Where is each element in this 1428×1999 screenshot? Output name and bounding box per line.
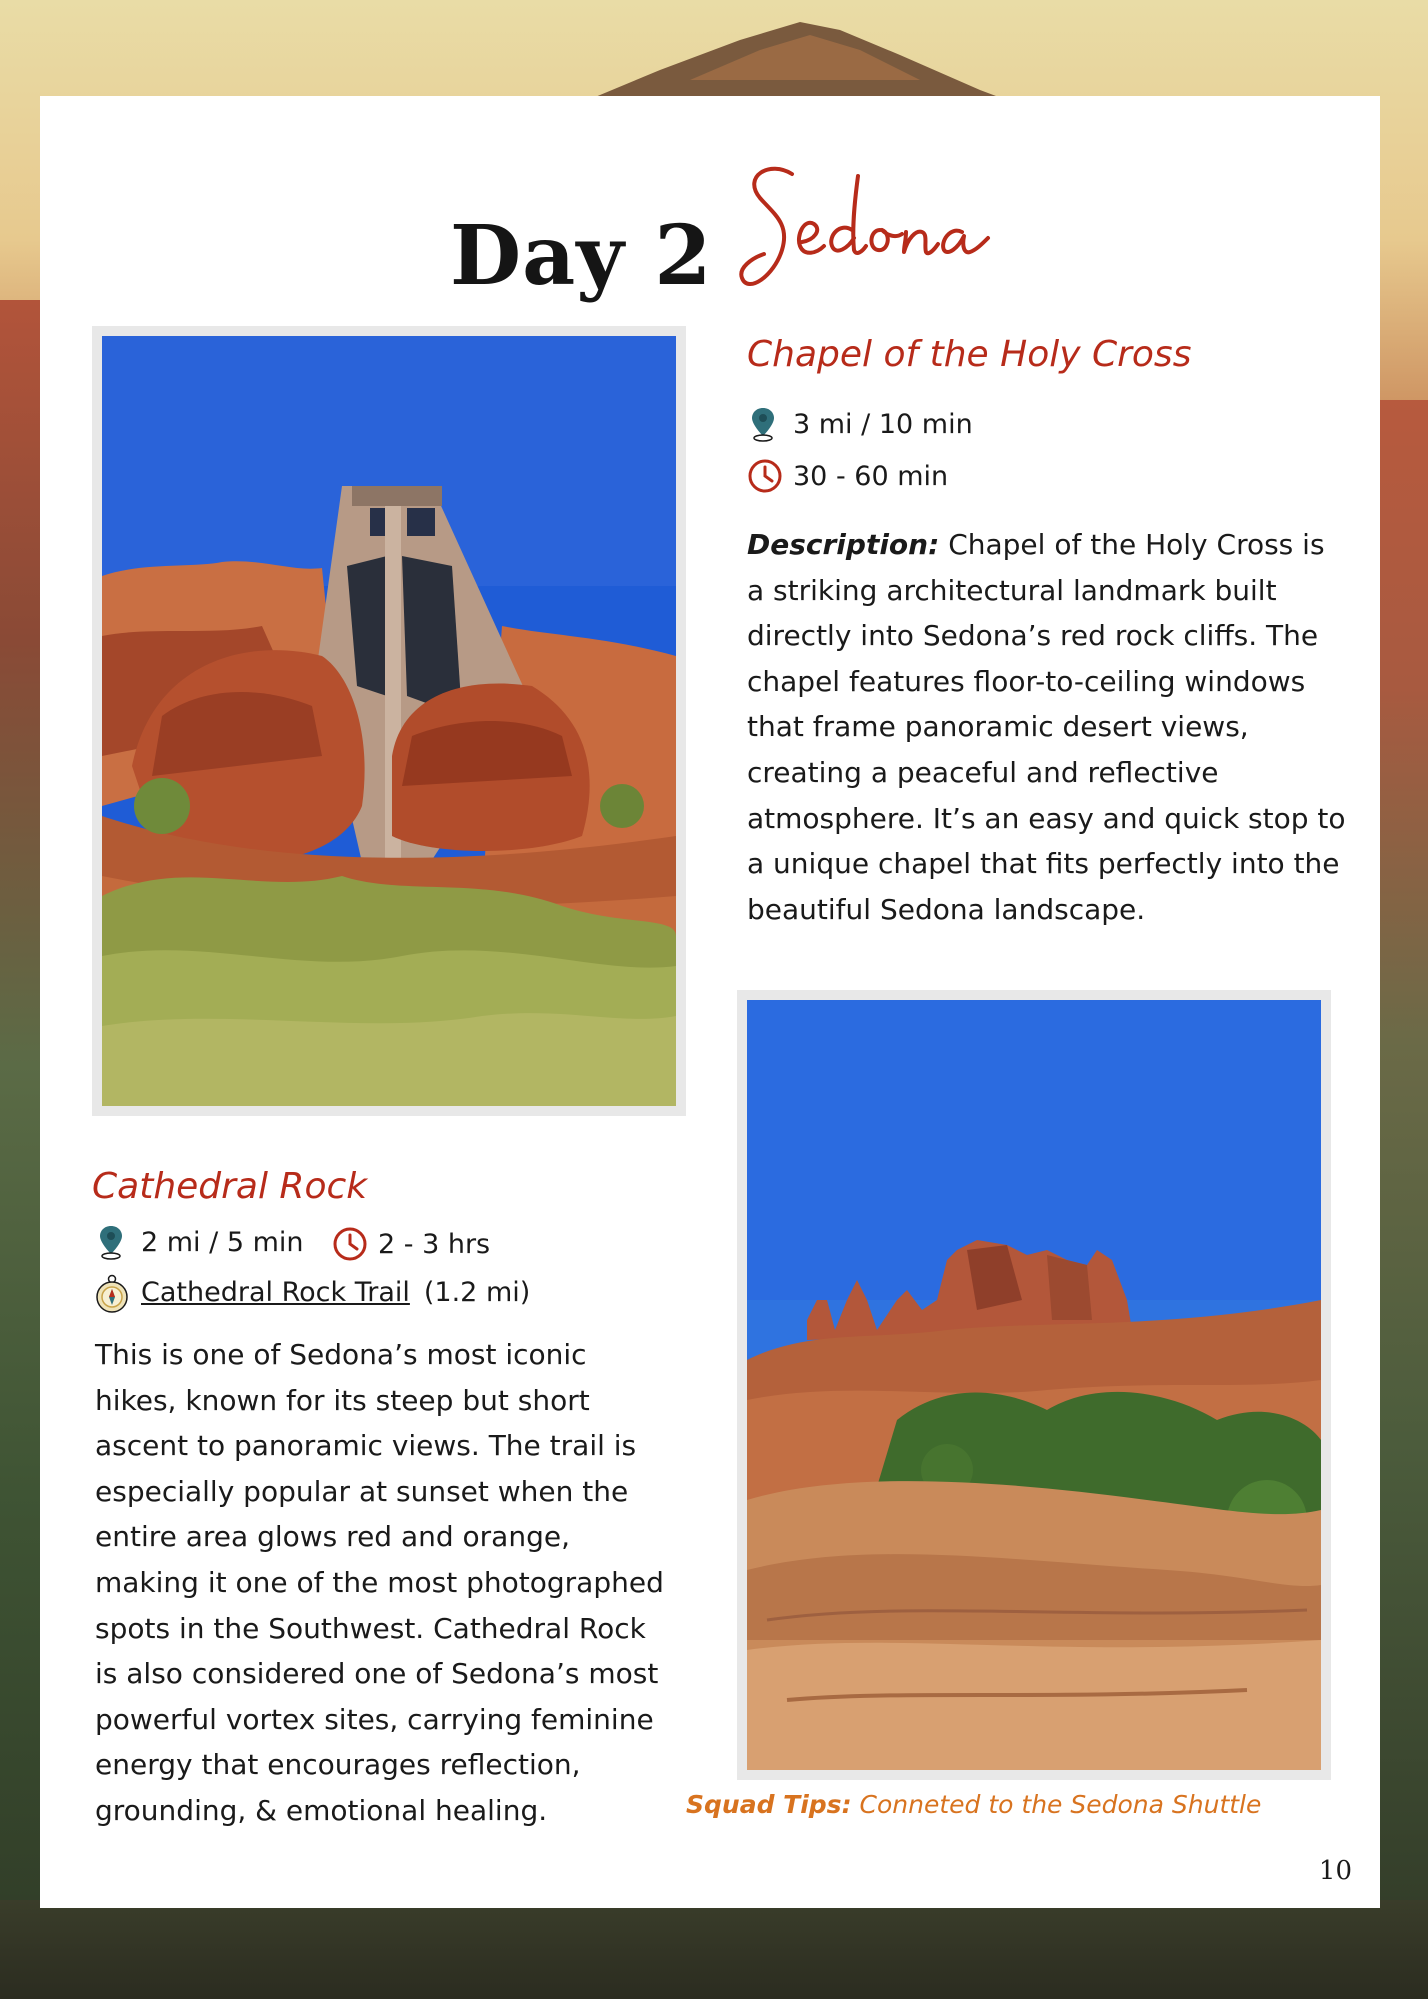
chapel-photo-frame [92,326,686,1116]
description-label: Description: [747,528,940,561]
stop-1-duration: 30 - 60 min [793,460,949,492]
compass-icon [95,1274,127,1310]
stop-2-duration-row [332,1226,490,1262]
day-label: Day 2 [450,208,713,304]
stop-2-duration: 2 - 3 hrs [378,1228,491,1260]
trail-length: (1.2 mi) [423,1276,531,1308]
stop-1-description-block [747,522,1347,932]
cathedral-rock-photo-frame [737,990,1331,1780]
stop-1-title: Chapel of the Holy Cross [747,334,1192,375]
sedona-script-title [730,146,1010,306]
stop-1-description: Chapel of the Holy Cross is a striking architectural landmark built directly into Sedona’s red rock cliffs. The chapel features floor-to-ceiling windows that frame panoramic desert views, creating a peaceful and reflective atmosphere. It’s an easy and quick stop to a unique chapel that fits perfectly into the beautiful Sedona landscape. [747,528,1346,926]
stop-1-distance: 3 mi / 10 min [793,408,973,440]
stop-2-distance-row [95,1224,304,1260]
stop-1-distance-row [747,406,973,442]
squad-tips [686,1790,1261,1819]
chapel-photo [102,336,676,1106]
page-title [40,146,1380,306]
stop-1-duration-row [747,458,948,494]
page-number: 10 [1318,1856,1352,1886]
cathedral-rock-photo [747,1000,1321,1770]
location-pin-icon [747,406,779,442]
location-pin-icon [95,1224,127,1260]
background-bottom-scenery [0,1900,1428,1999]
trail-row [95,1274,530,1310]
cathedral-rock-trail-link[interactable]: Cathedral Rock Trail [141,1276,410,1308]
tips-label: Squad Tips: [686,1790,852,1819]
clock-icon [747,458,779,494]
tips-text: Conneted to the Sedona Shuttle [859,1790,1262,1819]
content-card [40,96,1380,1908]
clock-icon [332,1226,364,1262]
stop-2-title: Cathedral Rock [92,1166,368,1207]
stop-2-description: This is one of Sedona’s most iconic hikes, known for its steep but short ascent to panoramic views. The trail is especially popular at sunset when the entire area glows red and orange, making it one of the most photographed spots in the Southwest. Cathedral Rock is also considered one of Sedona’s most powerful vortex sites, carrying feminine energy that encourages reflection, grounding, & emotional healing. [95,1338,664,1827]
stop-2-distance: 2 mi / 5 min [141,1226,304,1258]
